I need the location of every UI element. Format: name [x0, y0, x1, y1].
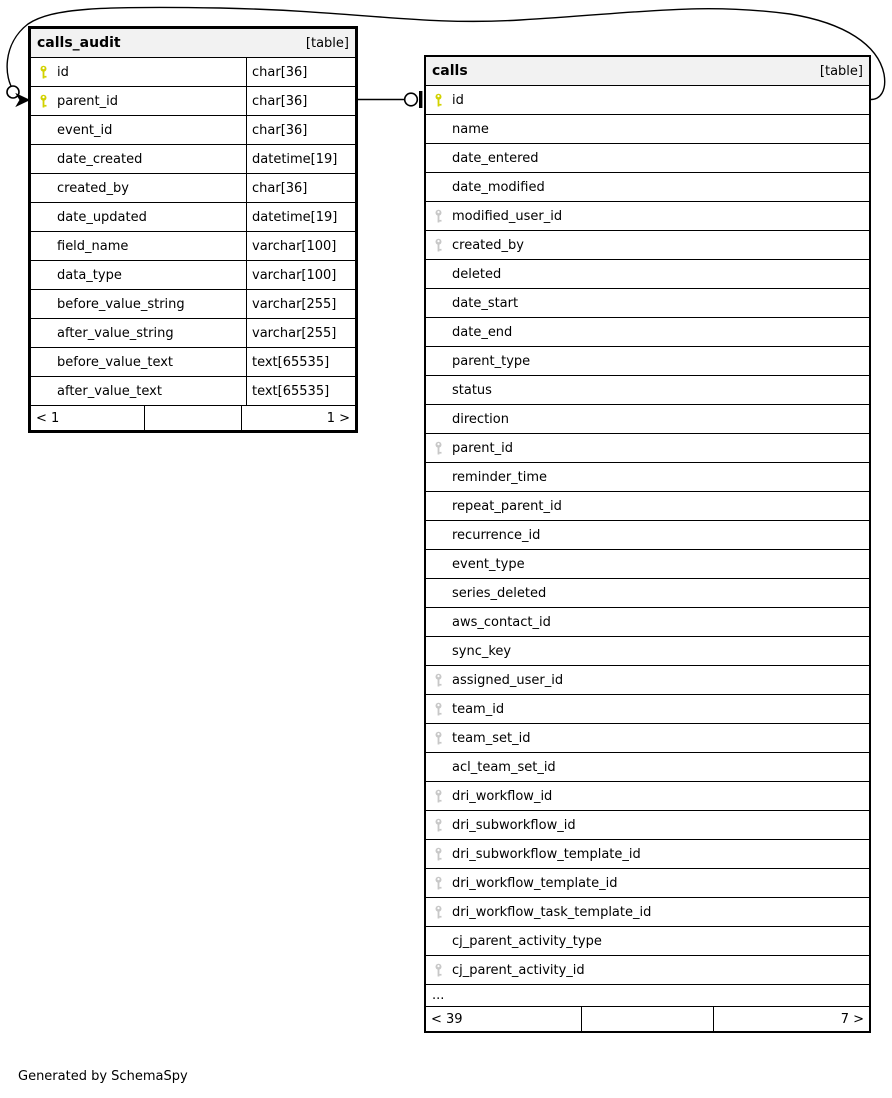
no-key-spacer: [432, 760, 445, 774]
column-row-dri_workflow_template_id: [426, 869, 869, 898]
odot-marker: [7, 86, 19, 98]
column-type: char[36]: [246, 87, 355, 115]
column-row-created_by: [31, 174, 355, 203]
column-type: char[36]: [246, 116, 355, 144]
foreign-key-icon: [432, 209, 445, 223]
primary-key-icon: [37, 94, 50, 108]
column-name: date_start: [452, 295, 519, 311]
column-type: varchar[255]: [246, 319, 355, 347]
table-type-badge: [table]: [819, 63, 863, 79]
no-key-spacer: [432, 528, 445, 542]
column-row-dri_workflow_id: [426, 782, 869, 811]
no-key-spacer: [37, 297, 50, 311]
footer-spacer: [581, 1007, 714, 1031]
no-key-spacer: [432, 151, 445, 165]
children-count: < 39: [431, 1011, 463, 1027]
column-row-cj_parent_activity_id: [426, 956, 869, 985]
column-row-id: [426, 86, 869, 115]
column-name: after_value_string: [57, 325, 174, 341]
foreign-key-icon: [432, 905, 445, 919]
table-title[interactable]: calls: [432, 63, 468, 79]
no-key-spacer: [37, 210, 50, 224]
column-row-parent_id: [31, 87, 355, 116]
foreign-key-icon: [432, 876, 445, 890]
no-key-spacer: [432, 122, 445, 136]
column-row-sync_key: [426, 637, 869, 666]
column-row-reminder_time: [426, 463, 869, 492]
column-row-date_updated: [31, 203, 355, 232]
column-name: status: [452, 382, 492, 398]
column-name: reminder_time: [452, 469, 548, 485]
column-row-direction: [426, 405, 869, 434]
table-calls: [424, 55, 871, 1033]
column-name: acl_team_set_id: [452, 759, 556, 775]
column-row-id: [31, 58, 355, 87]
column-type: char[36]: [246, 58, 355, 86]
column-name: series_deleted: [452, 585, 547, 601]
odot-marker: [405, 93, 418, 106]
table-title[interactable]: calls_audit: [37, 35, 121, 51]
column-name: modified_user_id: [452, 208, 563, 224]
column-type: varchar[100]: [246, 232, 355, 260]
column-row-date_modified: [426, 173, 869, 202]
foreign-key-icon: [432, 818, 445, 832]
column-name: date_end: [452, 324, 513, 340]
column-name: date_entered: [452, 150, 539, 166]
column-row-name: [426, 115, 869, 144]
column-row-dri_subworkflow_id: [426, 811, 869, 840]
no-key-spacer: [432, 644, 445, 658]
column-row-before_value_text: [31, 348, 355, 377]
column-rows: [426, 86, 869, 1007]
column-name: created_by: [57, 180, 129, 196]
column-name: field_name: [57, 238, 129, 254]
column-name: id: [57, 64, 69, 80]
primary-key-icon: [432, 93, 445, 107]
column-row-after_value_string: [31, 319, 355, 348]
foreign-key-icon: [432, 702, 445, 716]
column-name: direction: [452, 411, 509, 427]
column-row-before_value_string: [31, 290, 355, 319]
column-name: parent_type: [452, 353, 531, 369]
column-row-assigned_user_id: [426, 666, 869, 695]
column-row-aws_contact_id: [426, 608, 869, 637]
table-header: [31, 29, 355, 58]
no-key-spacer: [432, 296, 445, 310]
column-row-event_id: [31, 116, 355, 145]
column-name: deleted: [452, 266, 502, 282]
no-key-spacer: [432, 586, 445, 600]
table-footer: [426, 1007, 869, 1031]
column-row-status: [426, 376, 869, 405]
footer-spacer: [144, 406, 241, 430]
column-name: dri_subworkflow_id: [452, 817, 576, 833]
column-row-parent_type: [426, 347, 869, 376]
column-name: before_value_text: [57, 354, 174, 370]
column-type: datetime[19]: [246, 145, 355, 173]
column-row-recurrence_id: [426, 521, 869, 550]
column-type: varchar[100]: [246, 261, 355, 289]
column-name: dri_workflow_id: [452, 788, 553, 804]
parents-count: 1 >: [326, 410, 350, 426]
column-name: date_updated: [57, 209, 147, 225]
column-row-dri_workflow_task_template_id: [426, 898, 869, 927]
foreign-key-icon: [432, 731, 445, 745]
column-type: text[65535]: [246, 348, 355, 376]
column-name: team_id: [452, 701, 505, 717]
column-name: date_modified: [452, 179, 545, 195]
column-row-date_start: [426, 289, 869, 318]
no-key-spacer: [432, 470, 445, 484]
no-key-spacer: [37, 384, 50, 398]
column-name: cj_parent_activity_type: [452, 933, 602, 949]
no-key-spacer: [432, 412, 445, 426]
column-row-event_type: [426, 550, 869, 579]
column-row-dri_subworkflow_template_id: [426, 840, 869, 869]
no-key-spacer: [37, 239, 50, 253]
column-name: event_id: [57, 122, 113, 138]
column-name: data_type: [57, 267, 122, 283]
foreign-key-icon: [432, 238, 445, 252]
no-key-spacer: [432, 354, 445, 368]
foreign-key-icon: [432, 673, 445, 687]
no-key-spacer: [432, 383, 445, 397]
table-type-badge: [table]: [305, 35, 349, 51]
no-key-spacer: [432, 325, 445, 339]
no-key-spacer: [432, 499, 445, 513]
column-row-parent_id: [426, 434, 869, 463]
column-name: parent_id: [452, 440, 513, 456]
column-name: date_created: [57, 151, 143, 167]
column-name: dri_workflow_task_template_id: [452, 904, 652, 920]
no-key-spacer: [432, 267, 445, 281]
no-key-spacer: [432, 180, 445, 194]
no-key-spacer: [37, 152, 50, 166]
column-type: datetime[19]: [246, 203, 355, 231]
truncated-columns-ellipsis: ...: [426, 985, 869, 1007]
column-name: team_set_id: [452, 730, 531, 746]
foreign-key-icon: [432, 963, 445, 977]
primary-key-icon: [37, 65, 50, 79]
column-row-acl_team_set_id: [426, 753, 869, 782]
column-type: varchar[255]: [246, 290, 355, 318]
column-row-cj_parent_activity_type: [426, 927, 869, 956]
column-name: dri_subworkflow_template_id: [452, 846, 641, 862]
column-row-deleted: [426, 260, 869, 289]
column-row-date_entered: [426, 144, 869, 173]
column-type: char[36]: [246, 174, 355, 202]
table-footer: [31, 406, 355, 430]
column-row-after_value_text: [31, 377, 355, 406]
table-calls-audit: [28, 26, 358, 433]
column-row-created_by: [426, 231, 869, 260]
children-count: < 1: [36, 410, 60, 426]
table-header: [426, 57, 869, 86]
column-row-data_type: [31, 261, 355, 290]
column-name: created_by: [452, 237, 524, 253]
parents-count: 7 >: [840, 1011, 864, 1027]
column-name: parent_id: [57, 93, 118, 109]
column-row-team_set_id: [426, 724, 869, 753]
column-name: recurrence_id: [452, 527, 541, 543]
column-row-modified_user_id: [426, 202, 869, 231]
column-name: id: [452, 92, 464, 108]
no-key-spacer: [432, 615, 445, 629]
column-name: name: [452, 121, 489, 137]
column-type: text[65535]: [246, 377, 355, 405]
column-row-date_created: [31, 145, 355, 174]
column-name: assigned_user_id: [452, 672, 564, 688]
foreign-key-icon: [432, 847, 445, 861]
column-row-team_id: [426, 695, 869, 724]
column-name: sync_key: [452, 643, 512, 659]
no-key-spacer: [37, 326, 50, 340]
tee-marker: [419, 91, 422, 108]
column-name: aws_contact_id: [452, 614, 551, 630]
foreign-key-icon: [432, 789, 445, 803]
column-row-series_deleted: [426, 579, 869, 608]
column-name: repeat_parent_id: [452, 498, 562, 514]
column-name: after_value_text: [57, 383, 162, 399]
column-rows: [31, 58, 355, 406]
no-key-spacer: [37, 355, 50, 369]
column-name: before_value_string: [57, 296, 185, 312]
no-key-spacer: [37, 268, 50, 282]
generated-by-label: Generated by SchemaSpy: [18, 1069, 188, 1084]
column-name: dri_workflow_template_id: [452, 875, 618, 891]
column-name: cj_parent_activity_id: [452, 962, 585, 978]
no-key-spacer: [432, 934, 445, 948]
column-row-date_end: [426, 318, 869, 347]
column-row-repeat_parent_id: [426, 492, 869, 521]
no-key-spacer: [432, 557, 445, 571]
no-key-spacer: [37, 123, 50, 137]
no-key-spacer: [37, 181, 50, 195]
column-name: event_type: [452, 556, 525, 572]
column-row-field_name: [31, 232, 355, 261]
foreign-key-icon: [432, 441, 445, 455]
